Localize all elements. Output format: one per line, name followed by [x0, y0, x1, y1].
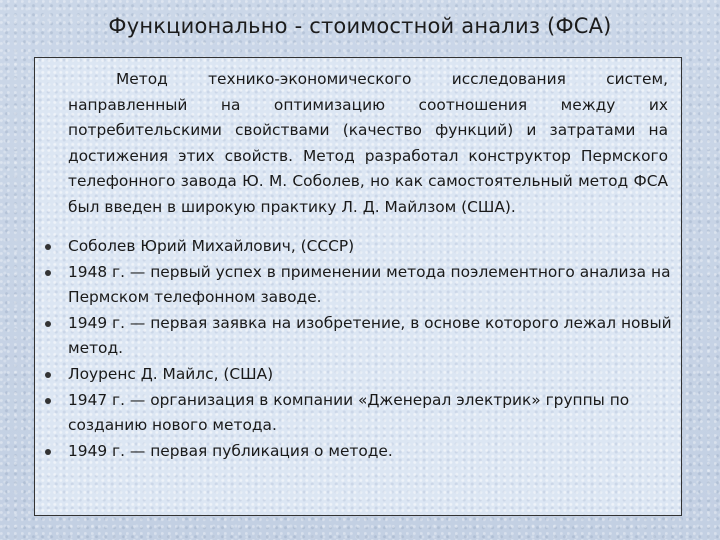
list-item-text: 1947 г. — организация в компании «Дженерал электрик» группы по созданию нового метода. [68, 390, 630, 435]
bullet-dot-icon [45, 270, 51, 276]
bullet-dot-icon [45, 321, 51, 327]
list-item-text: 1948 г. — первый успех в применении метода поэлементного анализа на Пермском телефонном заводе. [68, 262, 671, 307]
slide-title: Функционально - стоимостной анализ (ФСА) [108, 14, 612, 38]
list-item [68, 388, 673, 439]
bullet-dot-icon [45, 449, 51, 455]
bullet-dot-icon [45, 372, 51, 378]
list-item [68, 311, 673, 362]
list-item [68, 234, 673, 260]
list-item-text: 1949 г. — первая публикация о методе. [68, 441, 393, 460]
intro-paragraph: Метод технико-экономического исследования систем, направленный на оптимизацию соотношения между их потребительскими свойствами (качество функций) и затратами на достижения этих свойств. Метод разработал конструктор Пермского телефонного завода Ю. М. Соболев, но как самостоятельный метод ФСА был введен в широкую практику Л. Д. Майлзом (США). [68, 70, 668, 216]
list-item-text: Лоуренс Д. Майлс, (США) [68, 364, 274, 383]
list-item-text: 1949 г. — первая заявка на изобретение, в основе которого лежал новый метод. [68, 313, 672, 358]
list-item [68, 439, 673, 465]
list-item-text: Соболев Юрий Михайлович, (СССР) [68, 237, 355, 255]
bullet-list [68, 234, 673, 464]
list-item [68, 260, 673, 311]
list-item [68, 362, 673, 388]
bullet-dot-icon [45, 398, 51, 404]
bullet-dot-icon [45, 244, 51, 250]
